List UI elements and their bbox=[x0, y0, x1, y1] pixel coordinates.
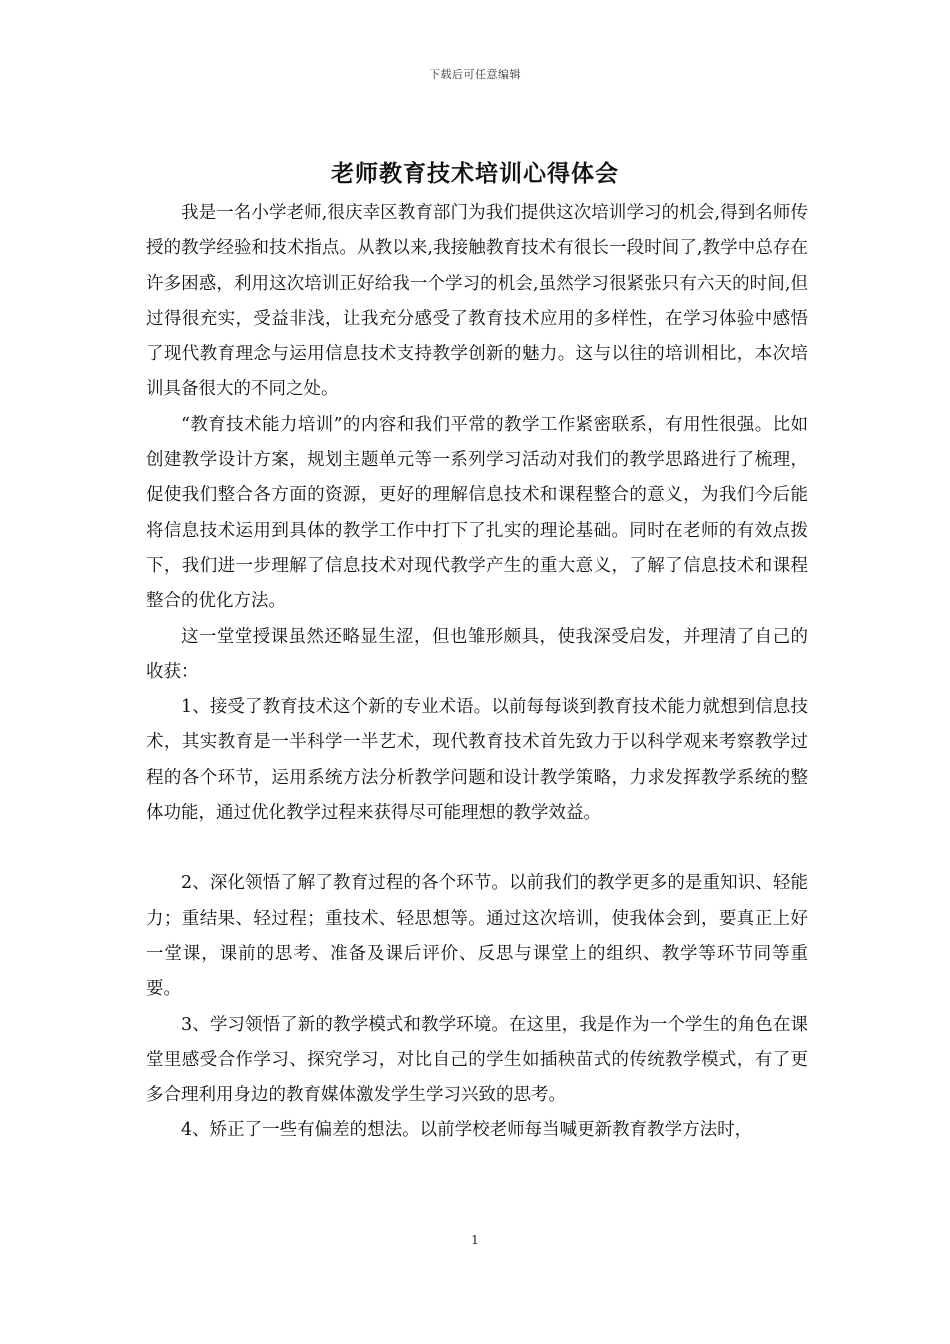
paragraph-point-2: 2、深化领悟了解了教育过程的各个环节。以前我们的教学更多的是重知识、轻能力；重结果、轻过程；重技术、轻思想等。通过这次培训，使我体会到，要真正上好一堂课，课前的思考、准备及课后评价、反思与课堂上的组织、教学等环节同等重要。 bbox=[146, 873, 808, 1000]
paragraph-harvest-intro: 这一堂堂授课虽然还略显生涩，但也雏形颇具，使我深受启发，并理清了自己的收获： bbox=[146, 626, 808, 682]
paragraph-training-content: “教育技术能力培训”的内容和我们平常的教学工作紧密联系，有用性很强。比如创建教学设计方案，规划主题单元等一系列学习活动对我们的教学思路进行了梳理，促使我们整合各方面的资源，更好的理解信息技术和课程整合的意义，为我们今后能将信息技术运用到具体的教学工作中打下了扎实的理论基础。同时在老师的有效点拨下，我们进一步理解了信息技术对现代教学产生的重大意义，了解了信息技术和课程整合的优化方法。 bbox=[146, 414, 808, 612]
document-body bbox=[146, 196, 808, 1149]
paragraph-point-4: 4、矫正了一些有偏差的想法。以前学校老师每当喊更新教育教学方法时， bbox=[181, 1120, 753, 1141]
page-number: 1 bbox=[471, 1233, 479, 1247]
header-note: 下载后可任意编辑 bbox=[429, 68, 521, 81]
paragraph-point-3: 3、学习领悟了新的教学模式和教学环境。在这里，我是作为一个学生的角色在课堂里感受合作学习、探究学习，对比自己的学生如插秧苗式的传统教学模式，有了更多合理利用身边的教育媒体激发学生学习兴致的思考。 bbox=[146, 1014, 808, 1106]
document-title: 老师教育技术培训心得体会 bbox=[331, 160, 619, 187]
paragraph-intro: 我是一名小学老师,很庆幸区教育部门为我们提供这次培训学习的机会,得到名师传授的教学经验和技术指点。从教以来,我接触教育技术有很长一段时间了,教学中总存在许多困惑，利用这次培训正好给我一个学习的机会,虽然学习很紧张只有六天的时间,但过得很充实，受益非浅，让我充分感受了教育技术应用的多样性，在学习体验中感悟了现代教育理念与运用信息技术支持教学创新的魅力。这与以往的培训相比，本次培训具备很大的不同之处。 bbox=[146, 203, 808, 400]
paragraph-point-1: 1、接受了教育技术这个新的专业术语。以前每每谈到教育技术能力就想到信息技术，其实教育是一半科学一半艺术，现代教育技术首先致力于以科学观来考察教学过程的各个环节，运用系统方法分析教学问题和设计教学策略，力求发挥教学系统的整体功能，通过优化教学过程来获得尽可能理想的教学效益。 bbox=[146, 697, 808, 824]
